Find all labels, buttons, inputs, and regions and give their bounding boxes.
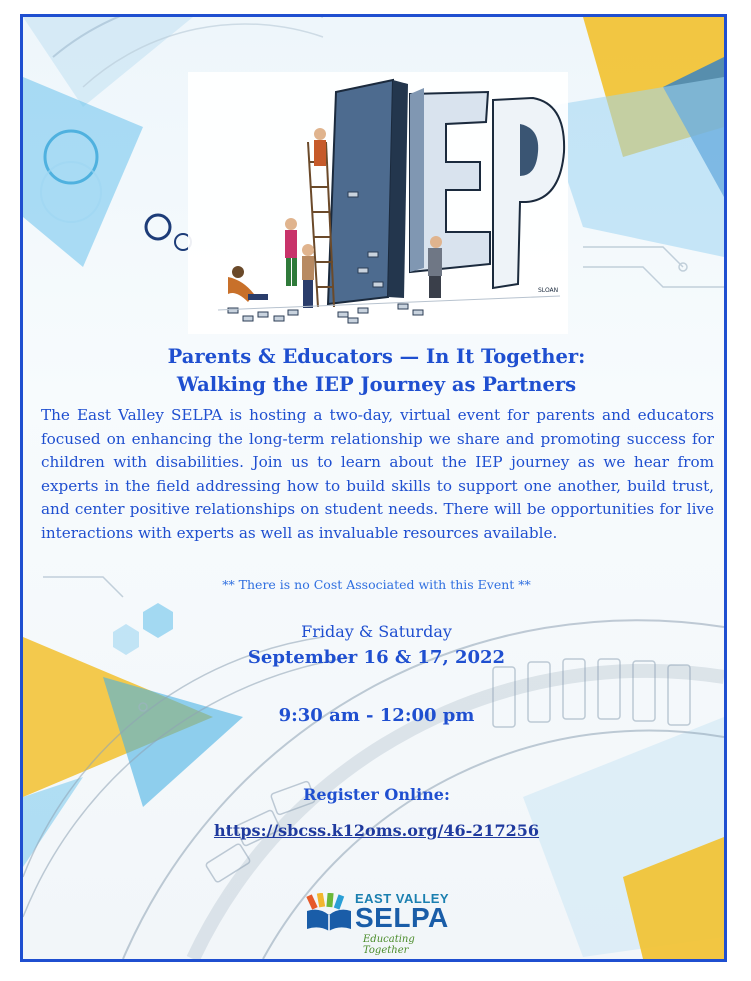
flyer-frame xyxy=(20,14,727,962)
no-cost-notice: ** There is no Cost Associated with this Event ** xyxy=(222,577,531,592)
register-label: Register Online: xyxy=(303,785,450,804)
event-description: The East Valley SELPA is hosting a two-day, virtual event for parents and educators focused on enhancing the long-term relationship we share and promoting success for children with disabilities. Join us to learn about the IEP journey as we hear from experts in the field addressing how to build skills to support one another, build trust, and center positive relationships on student needs. There will be opportunities for live interactions with experts as well as invaluable resources available. xyxy=(41,406,714,542)
event-dates: September 16 & 17, 2022 xyxy=(247,647,506,668)
event-time: 9:30 am - 12:00 pm xyxy=(278,705,475,726)
logo-line-2: SELPA xyxy=(355,902,449,933)
heading-line-2: Walking the IEP Journey as Partners xyxy=(176,373,577,396)
logo-tagline: Educating Together xyxy=(363,934,415,956)
east-valley-selpa-logo xyxy=(303,889,463,956)
artist-signature: SLOAN xyxy=(538,287,559,294)
registration-link[interactable]: https://sbcss.k12oms.org/46-217256 xyxy=(213,821,540,840)
event-days: Friday & Saturday xyxy=(301,622,452,641)
book-icon xyxy=(305,893,353,933)
iep-wall-illustration xyxy=(188,72,568,334)
heading-line-1: Parents & Educators — In It Together: xyxy=(167,345,586,368)
logo-line-1: EAST VALLEY xyxy=(355,891,450,906)
